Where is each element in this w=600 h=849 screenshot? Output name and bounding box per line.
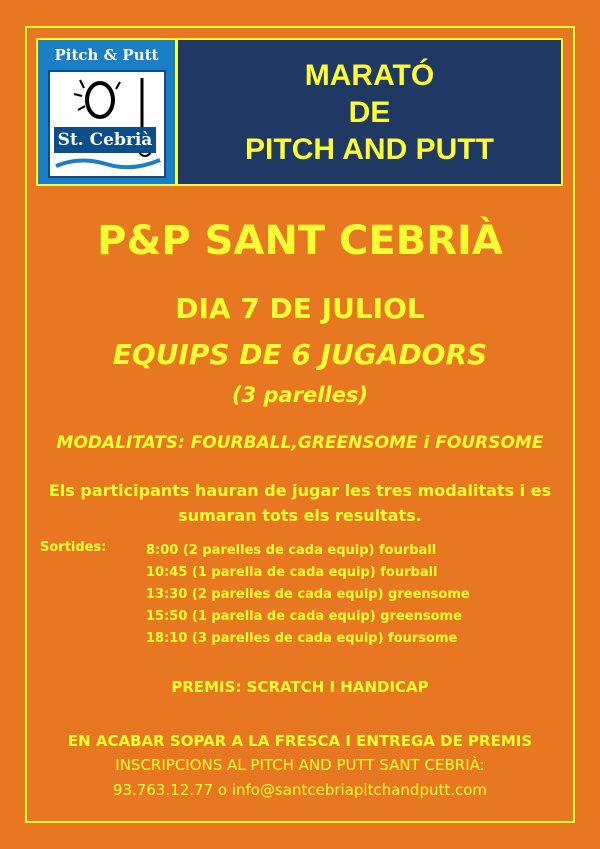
header-line-1: MARATÓ: [304, 58, 435, 92]
logo-title: Pitch & Putt: [54, 46, 159, 64]
schedule-label: Sortides:: [40, 540, 107, 555]
schedule-item: 10:45 (1 parella de cada equip) fourball: [146, 565, 438, 580]
inscriptions: INSCRIPCIONS AL PITCH AND PUTT SANT CEBRIÀ:: [115, 756, 485, 774]
header-line-3: PITCH AND PUTT: [245, 132, 494, 166]
schedule-item: 8:00 (2 parelles de cada equip) fourball: [146, 543, 437, 558]
description-line-2: sumaran tots els resultats.: [178, 506, 422, 525]
event-pairs: (3 parelles): [231, 383, 369, 407]
description-line-1: Els participants hauran de jugar les tres modalitats i es: [48, 481, 552, 500]
poster-header: [36, 38, 563, 186]
schedule-item: 18:10 (3 parelles de cada equip) foursome: [146, 631, 458, 646]
golfer-icon: [50, 72, 164, 176]
header-line-2: DE: [348, 95, 391, 129]
schedule-list: [146, 540, 546, 650]
event-teams: EQUIPS DE 6 JUGADORS: [112, 338, 488, 371]
logo-name: St. Cebrià: [54, 127, 156, 153]
event-date: DIA 7 DE JULIOL: [175, 292, 425, 325]
event-title: P&P SANT CEBRIÀ: [97, 218, 503, 264]
club-logo: [38, 40, 178, 184]
prizes: PREMIS: SCRATCH I HANDICAP: [171, 678, 429, 696]
event-description: [0, 478, 600, 528]
schedule-item: 13:30 (2 parelles de cada equip) greensome: [146, 587, 470, 602]
logo-emblem: [48, 70, 166, 178]
schedule-item: 15:50 (1 parella de cada equip) greensome: [146, 609, 462, 624]
event-modalities: MODALITATS: FOURBALL,GREENSOME i FOURSOME: [56, 433, 544, 453]
dinner-notice: EN ACABAR SOPAR A LA FRESCA I ENTREGA DE PREMIS: [67, 732, 533, 750]
contact-info: 93.763.12.77 o info@santcebriapitchandputt.com: [112, 781, 488, 799]
poster-title-box: [178, 40, 561, 184]
